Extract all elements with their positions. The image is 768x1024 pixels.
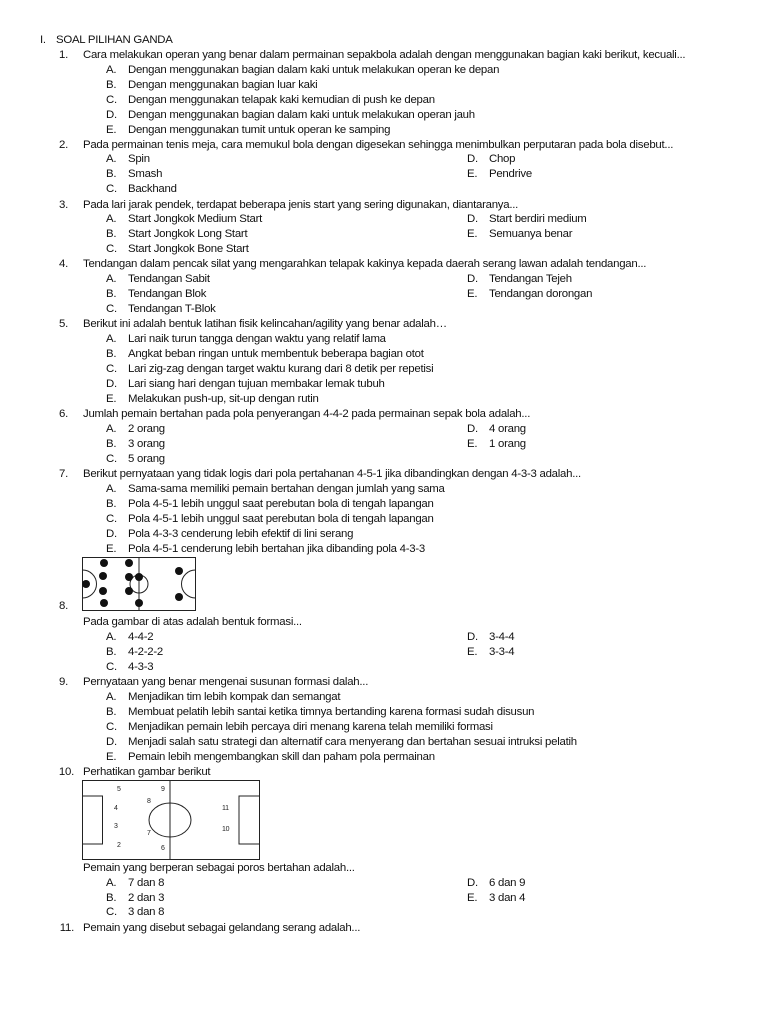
question-number: 8. <box>59 600 68 612</box>
option-letter: A. <box>106 64 117 76</box>
player-dot <box>100 559 108 567</box>
option-letter: E. <box>467 168 478 180</box>
player-number-7: 7 <box>147 830 151 837</box>
option-text: Dengan menggunakan bagian luar kaki <box>128 79 318 91</box>
question-number: 9. <box>59 676 68 688</box>
player-dot <box>125 573 133 581</box>
option-text: 2 dan 3 <box>128 892 165 904</box>
option-letter: E. <box>106 751 117 763</box>
player-number-3: 3 <box>114 823 118 830</box>
option-text: Tendangan Tejeh <box>489 273 572 285</box>
question-text-secondary: Pemain yang berperan sebagai poros bertahan adalah... <box>83 862 355 874</box>
option-letter: A. <box>106 877 117 889</box>
option-letter: A. <box>106 273 117 285</box>
option-letter: D. <box>467 631 478 643</box>
player-number-5: 5 <box>117 786 121 793</box>
option-letter: B. <box>106 646 117 658</box>
option-text: Lari naik turun tangga dengan waktu yang relatif lama <box>128 333 386 345</box>
option-letter: C. <box>106 94 117 106</box>
option-text: 3-4-4 <box>489 631 515 643</box>
option-letter: D. <box>467 153 478 165</box>
option-letter: B. <box>106 79 117 91</box>
option-text: Angkat beban ringan untuk membentuk beberapa bagian otot <box>128 348 424 360</box>
option-letter: D. <box>106 109 117 121</box>
option-letter: C. <box>106 183 117 195</box>
option-text: 4-3-3 <box>128 661 154 673</box>
option-text: 4-2-2-2 <box>128 646 163 658</box>
option-letter: B. <box>106 228 117 240</box>
option-letter: A. <box>106 691 117 703</box>
option-letter: A. <box>106 153 117 165</box>
option-letter: C. <box>106 513 117 525</box>
option-text: Lari zig-zag dengan target waktu kurang dari 8 detik per repetisi <box>128 363 434 375</box>
option-letter: E. <box>467 288 478 300</box>
formation-diagram <box>82 557 196 611</box>
option-letter: C. <box>106 453 117 465</box>
player-number-2: 2 <box>117 842 121 849</box>
option-letter: C. <box>106 363 117 375</box>
option-text: Pola 4-3-3 cenderung lebih efektif di lini serang <box>128 528 354 540</box>
option-text: Melakukan push-up, sit-up dengan rutin <box>128 393 319 405</box>
player-dot <box>175 593 183 601</box>
option-text: Chop <box>489 153 516 165</box>
player-number-8: 8 <box>147 798 151 805</box>
player-dot <box>99 572 107 580</box>
option-letter: E. <box>467 892 478 904</box>
goalkeeper-dot <box>82 580 90 588</box>
option-text: 5 orang <box>128 453 165 465</box>
option-letter: D. <box>467 273 478 285</box>
question-text: Jumlah pemain bertahan pada pola penyerangan 4-4-2 pada permainan sepak bola adalah... <box>83 408 531 420</box>
player-dot <box>125 587 133 595</box>
option-letter: A. <box>106 483 117 495</box>
option-text: Menjadi salah satu strategi dan alternatif cara menyerang dan bertahan sesuai intruksi pelatih <box>128 736 577 748</box>
option-text: Lari siang hari dengan tujuan membakar lemak tubuh <box>128 378 385 390</box>
question-number: 6. <box>59 408 68 420</box>
right-penalty-box <box>239 796 260 844</box>
option-letter: B. <box>106 288 117 300</box>
option-letter: D. <box>467 423 478 435</box>
question-number: 3. <box>59 199 68 211</box>
question-number: 11. <box>59 922 74 934</box>
option-text: Pemain lebih mengembangkan skill dan paham pola permainan <box>128 751 435 763</box>
option-letter: C. <box>106 661 117 673</box>
question-number: 10. <box>58 766 74 778</box>
option-letter: D. <box>106 736 117 748</box>
option-text: 7 dan 8 <box>128 877 165 889</box>
player-dot <box>99 587 107 595</box>
option-text: Pola 4-5-1 cenderung lebih bertahan jika dibanding pola 4-3-3 <box>128 543 425 555</box>
option-text: 1 orang <box>489 438 526 450</box>
option-letter: C. <box>106 243 117 255</box>
option-text: 6 dan 9 <box>489 877 526 889</box>
field-border <box>83 781 260 860</box>
option-letter: E. <box>106 543 117 555</box>
option-text: Tendangan T-Blok <box>128 303 216 315</box>
question-number: 4. <box>59 258 68 270</box>
option-text: Sama-sama memiliki pemain bertahan dengan jumlah yang sama <box>128 483 445 495</box>
option-letter: B. <box>106 892 117 904</box>
question-text: Berikut pernyataan yang tidak logis dari pola pertahanan 4-5-1 jika dibandingkan dengan 4-3-3 adalah... <box>83 468 581 480</box>
option-text: Smash <box>128 168 163 180</box>
question-text: Pada gambar di atas adalah bentuk formasi... <box>83 616 302 628</box>
question-text: Pernyataan yang benar mengenai susunan formasi dalah... <box>83 676 369 688</box>
player-dot <box>100 599 108 607</box>
option-text: Tendangan Blok <box>128 288 207 300</box>
option-letter: E. <box>106 124 117 136</box>
option-letter: A. <box>106 423 117 435</box>
option-letter: A. <box>106 213 117 225</box>
option-text: Start Jongkok Medium Start <box>128 213 263 225</box>
option-letter: E. <box>467 228 478 240</box>
option-letter: E. <box>467 438 478 450</box>
option-text: Backhand <box>128 183 177 195</box>
question-text: Pada permainan tenis meja, cara memukul bola dengan digesekan sehingga menimbulkan perputaran pada bola disebut... <box>83 139 674 151</box>
option-text: Dengan menggunakan telapak kaki kemudian di push ke depan <box>128 94 435 106</box>
option-text: 3 dan 4 <box>489 892 526 904</box>
question-text: Tendangan dalam pencak silat yang mengarahkan telapak kakinya kepada daerah serang lawan adalah tendangan... <box>83 258 647 270</box>
option-letter: D. <box>106 528 117 540</box>
option-letter: E. <box>106 393 117 405</box>
question-number: 1. <box>59 49 68 61</box>
option-letter: B. <box>106 438 117 450</box>
option-text: Membuat pelatih lebih santai ketika timnya bertanding karena formasi sudah disusun <box>128 706 535 718</box>
option-text: 3 dan 8 <box>128 906 165 918</box>
option-letter: A. <box>106 333 117 345</box>
question-number: 5. <box>59 318 68 330</box>
option-letter: B. <box>106 498 117 510</box>
option-text: 2 orang <box>128 423 165 435</box>
option-text: Start Jongkok Bone Start <box>128 243 249 255</box>
option-text: 4-4-2 <box>128 631 154 643</box>
option-letter: C. <box>106 721 117 733</box>
player-dot <box>135 599 143 607</box>
option-text: Semuanya benar <box>489 228 573 240</box>
option-text: 4 orang <box>489 423 526 435</box>
player-dot <box>135 573 143 581</box>
question-number: 2. <box>59 139 68 151</box>
option-text: Spin <box>128 153 150 165</box>
option-text: Start Jongkok Long Start <box>128 228 248 240</box>
player-number-11: 11 <box>222 805 229 812</box>
option-text: Pendrive <box>489 168 532 180</box>
option-text: Pola 4-5-1 lebih unggul saat perebutan bola di tengah lapangan <box>128 513 434 525</box>
option-text: Tendangan dorongan <box>489 288 593 300</box>
option-text: Menjadikan pemain lebih percaya diri menang karena telah memiliki formasi <box>128 721 493 733</box>
player-number-9: 9 <box>161 786 165 793</box>
option-text: Tendangan Sabit <box>128 273 210 285</box>
option-text: Menjadikan tim lebih kompak dan semangat <box>128 691 341 703</box>
player-dot <box>175 567 183 575</box>
question-text: Berikut ini adalah bentuk latihan fisik kelincahan/agility yang benar adalah… <box>83 318 447 330</box>
left-penalty-box <box>83 796 103 844</box>
section-numeral: I. <box>40 34 46 46</box>
player-number-10: 10 <box>222 826 230 833</box>
option-letter: C. <box>106 303 117 315</box>
question-text: Pada lari jarak pendek, terdapat beberapa jenis start yang sering digunakan, diantaranya... <box>83 199 519 211</box>
option-text: Start berdiri medium <box>489 213 587 225</box>
question-text: Cara melakukan operan yang benar dalam permainan sepakbola adalah dengan menggunakan bagian kaki berikut, kecuali... <box>83 49 686 61</box>
numbered-field-diagram <box>82 780 260 860</box>
option-letter: D. <box>467 877 478 889</box>
option-letter: C. <box>106 906 117 918</box>
player-number-4: 4 <box>114 805 118 812</box>
option-letter: B. <box>106 168 117 180</box>
player-dot <box>125 559 133 567</box>
player-number-6: 6 <box>161 845 165 852</box>
option-letter: B. <box>106 706 117 718</box>
option-text: 3-3-4 <box>489 646 515 658</box>
option-letter: A. <box>106 631 117 643</box>
question-number: 7. <box>59 468 68 480</box>
option-text: Pola 4-5-1 lebih unggul saat perebutan bola di tengah lapangan <box>128 498 434 510</box>
section-title: SOAL PILIHAN GANDA <box>56 34 173 46</box>
option-text: Dengan menggunakan tumit untuk operan ke samping <box>128 124 391 136</box>
question-text: Pemain yang disebut sebagai gelandang serang adalah... <box>83 922 361 934</box>
option-letter: D. <box>106 378 117 390</box>
option-letter: B. <box>106 348 117 360</box>
right-penalty-arc <box>182 570 196 598</box>
question-text: Perhatikan gambar berikut <box>83 766 211 778</box>
option-letter: D. <box>467 213 478 225</box>
option-letter: E. <box>467 646 478 658</box>
option-text: Dengan menggunakan bagian dalam kaki untuk melakukan operan jauh <box>128 109 475 121</box>
option-text: Dengan menggunakan bagian dalam kaki untuk melakukan operan ke depan <box>128 64 500 76</box>
option-text: 3 orang <box>128 438 165 450</box>
